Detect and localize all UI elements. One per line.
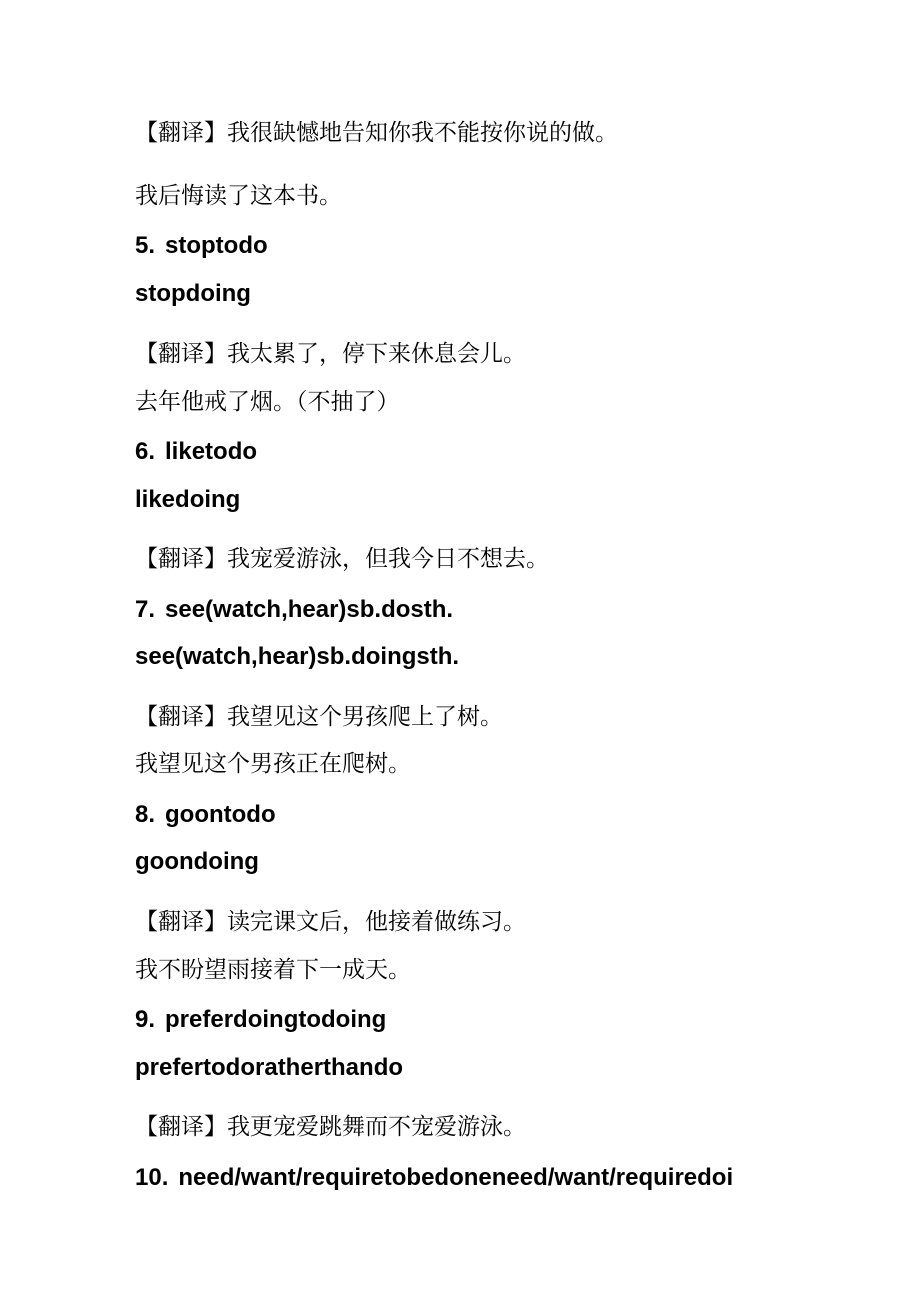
translation-line — [135, 907, 526, 937]
translation-label: 【翻译】 — [135, 704, 227, 730]
heading-text: prefertodoratherthando — [135, 1054, 404, 1081]
heading-text: need/want/requiretobedoneneed/want/requiredoi — [178, 1164, 734, 1191]
section-heading — [135, 1005, 386, 1035]
section-number: 6. — [135, 438, 156, 465]
translation-label: 【翻译】 — [135, 909, 227, 935]
sentence-text: 我望见这个男孩正在爬树。 — [135, 751, 411, 777]
heading-text: liketodo — [165, 438, 258, 465]
section-heading — [135, 437, 257, 467]
section-heading — [135, 595, 453, 625]
sentence-text: 我不盼望雨接着下一成天。 — [135, 957, 411, 983]
translation-line — [135, 1112, 526, 1142]
text-line — [135, 181, 342, 211]
section-heading — [135, 1163, 733, 1193]
sentence-text: 我后悔读了这本书。 — [135, 183, 342, 209]
section-subheading — [135, 485, 240, 515]
section-subheading — [135, 279, 251, 309]
translation-text: 我望见这个男孩爬上了树。 — [227, 704, 503, 730]
translation-label: 【翻译】 — [135, 341, 227, 367]
section-subheading — [135, 847, 259, 877]
section-heading — [135, 800, 276, 830]
section-heading — [135, 231, 268, 261]
translation-text: 我更宠爱跳舞而不宠爱游泳。 — [227, 1114, 526, 1140]
text-line — [135, 387, 400, 417]
heading-text: see(watch,hear)sb.doingsth. — [135, 643, 460, 670]
section-number: 9. — [135, 1006, 156, 1033]
section-number: 8. — [135, 801, 156, 828]
translation-line — [135, 544, 549, 574]
heading-text: goontodo — [165, 801, 276, 828]
translation-label: 【翻译】 — [135, 1114, 227, 1140]
translation-line — [135, 118, 618, 148]
section-subheading — [135, 1053, 403, 1083]
translation-line — [135, 702, 503, 732]
heading-text: stopdoing — [135, 280, 251, 307]
text-line — [135, 955, 411, 985]
heading-text: see(watch,hear)sb.dosth. — [165, 596, 454, 623]
heading-text: goondoing — [135, 848, 259, 875]
translation-text: 我很缺憾地告知你我不能按你说的做。 — [227, 120, 618, 146]
translation-line — [135, 339, 526, 369]
heading-text: likedoing — [135, 486, 241, 513]
heading-text: stoptodo — [165, 232, 268, 259]
text-line — [135, 749, 411, 779]
section-number: 7. — [135, 596, 156, 623]
translation-text: 我宠爱游泳，但我今日不想去。 — [227, 546, 549, 572]
sentence-text: 去年他戒了烟。（不抽了） — [135, 389, 400, 415]
translation-text: 读完课文后，他接着做练习。 — [227, 909, 526, 935]
translation-label: 【翻译】 — [135, 546, 227, 572]
translation-label: 【翻译】 — [135, 120, 227, 146]
section-number: 10. — [135, 1164, 169, 1191]
section-number: 5. — [135, 232, 156, 259]
translation-text: 我太累了，停下来休息会儿。 — [227, 341, 526, 367]
heading-text: preferdoingtodoing — [165, 1006, 387, 1033]
section-subheading — [135, 642, 459, 672]
